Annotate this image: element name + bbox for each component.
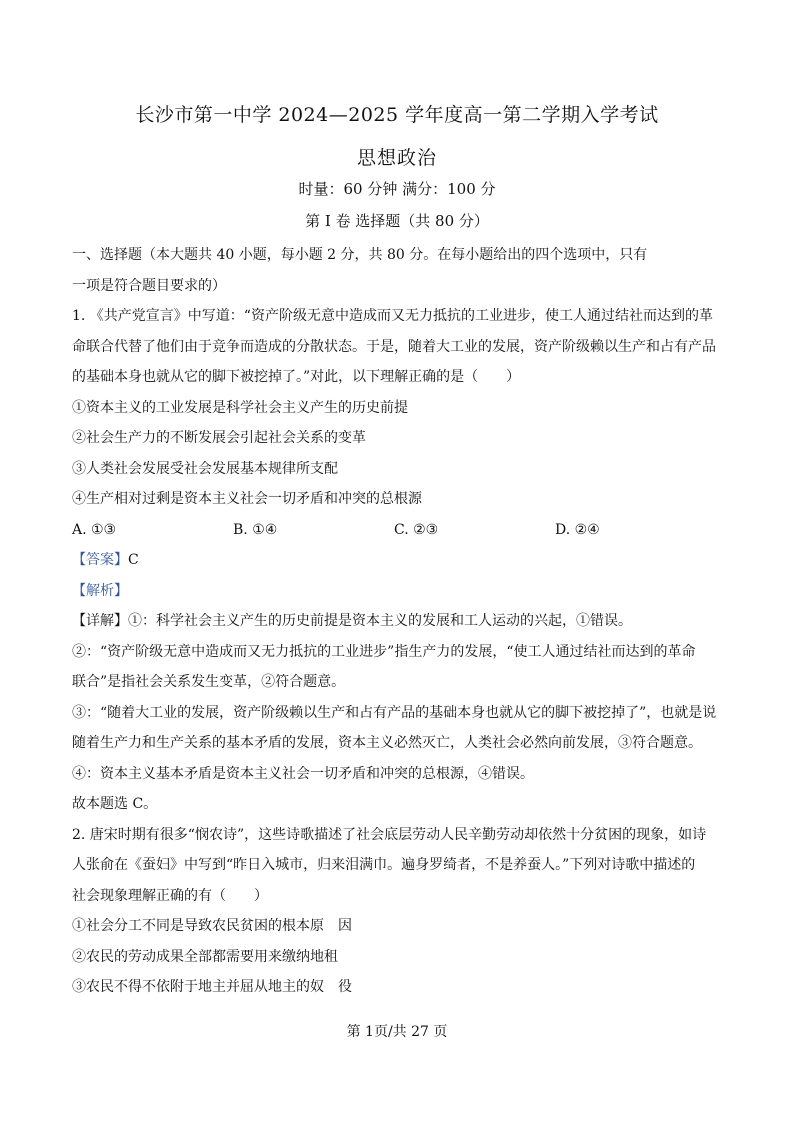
q1-option-d: D. ②④ bbox=[555, 521, 600, 538]
q1-detail-line: ④：资本主义基本矛盾是资本主义社会一切矛盾和冲突的总根源，④错误。 bbox=[72, 765, 534, 782]
q1-answer bbox=[72, 545, 724, 576]
q1-statement: ①资本主义的工业发展是科学社会主义产生的历史前提 bbox=[72, 399, 408, 416]
q1-stem-line: 的基础本身也就从它的脚下被挖掉了。”对此，以下理解正确的是（ ） bbox=[72, 369, 521, 385]
volume-heading: 第 I 卷 选择题（共 80 分） bbox=[305, 212, 489, 230]
answer-tag: 【答案】 bbox=[72, 552, 128, 568]
q1-detail-line: ③：“随着大工业的发展，资产阶级赖以生产和占有产品的基础本身也就从它的脚下被挖掉了”，也就是说 bbox=[72, 704, 717, 721]
q1-option-c: C. ②③ bbox=[394, 521, 439, 538]
subject-title: 思想政治 bbox=[356, 147, 437, 169]
q1-analysis bbox=[72, 576, 724, 607]
analysis-tag: 【解析】 bbox=[72, 582, 128, 599]
q1-stem-line: 命联合代替了他们由于竞争而造成的分散状态。于是，随着大工业的发展，资产阶级赖以生产和占有产品 bbox=[72, 338, 716, 355]
q1-options bbox=[72, 515, 724, 546]
q1-statement: ③人类社会发展受社会发展基本规律所支配 bbox=[72, 460, 338, 477]
q1-detail-line: ②：“资产阶级无意中造成而又无力抵抗的工业进步”指生产力的发展，“使工人通过结社而达到的革命 bbox=[72, 643, 696, 660]
detail-tag: 【详解】 bbox=[72, 613, 128, 629]
q1-detail-line: 联合”是指社会关系发生变革，②符合题意。 bbox=[72, 674, 346, 690]
q2-stem-line: 社会现象理解正确的有（ ） bbox=[72, 887, 268, 904]
section-instruction: 一、选择题（本大题共 40 小题，每小题 2 分，共 80 分。在每小题给出的四个选项中，只有 bbox=[72, 247, 648, 263]
q1-detail-line bbox=[72, 606, 724, 637]
page-footer: 第 1页/共 27 页 bbox=[346, 1024, 448, 1040]
exam-title: 长沙市第一中学 2024—2025 学年度高一第二学期入学考试 bbox=[135, 104, 659, 126]
time-score-info: 时量：60 分钟 满分：100 分 bbox=[298, 180, 496, 198]
q1-option-a: A. ①③ bbox=[72, 521, 117, 538]
q1-statement: ④生产相对过剩是资本主义社会一切矛盾和冲突的总根源 bbox=[72, 491, 422, 507]
exam-content bbox=[72, 240, 724, 1003]
answer-value: C bbox=[128, 552, 139, 568]
q1-detail-line: 随着生产力和生产关系的基本矛盾的发展，资本主义必然灭亡，人类社会必然向前发展，③符合题意。 bbox=[72, 735, 702, 751]
q2-statement: ②农民的劳动成果全部都需要用来缴纳地租 bbox=[72, 948, 338, 965]
q2-stem-line: 2. 唐宋时期有很多“悯农诗”，这些诗歌描述了社会底层劳动人民辛勤劳动却依然十分贫困的现象，如诗 bbox=[72, 826, 707, 843]
section-instruction-cont: 一项是符合题目要求的） bbox=[72, 277, 226, 294]
detail-text: ①：科学社会主义产生的历史前提是资本主义的发展和工人运动的兴起，①错误。 bbox=[128, 613, 632, 629]
q2-stem-line: 人张俞在《蚕妇》中写到“昨日入城市，归来泪满巾。遍身罗绮者，不是养蚕人。”下列对诗歌中描述的 bbox=[72, 857, 696, 873]
q1-stem-line: 1. 《共产党宣言》中写道：“资产阶级无意中造成而又无力抵抗的工业进步，使工人通过结社而达到的革 bbox=[72, 308, 713, 324]
q1-option-b: B. ①④ bbox=[233, 521, 278, 538]
q1-conclusion: 故本题选 C。 bbox=[72, 796, 158, 812]
q2-statement: ①社会分工不同是导致农民贫困的根本原 因 bbox=[72, 918, 352, 934]
q1-statement: ②社会生产力的不断发展会引起社会关系的变革 bbox=[72, 430, 366, 446]
q2-statement: ③农民不得不依附于地主并屈从地主的奴 役 bbox=[72, 979, 352, 995]
